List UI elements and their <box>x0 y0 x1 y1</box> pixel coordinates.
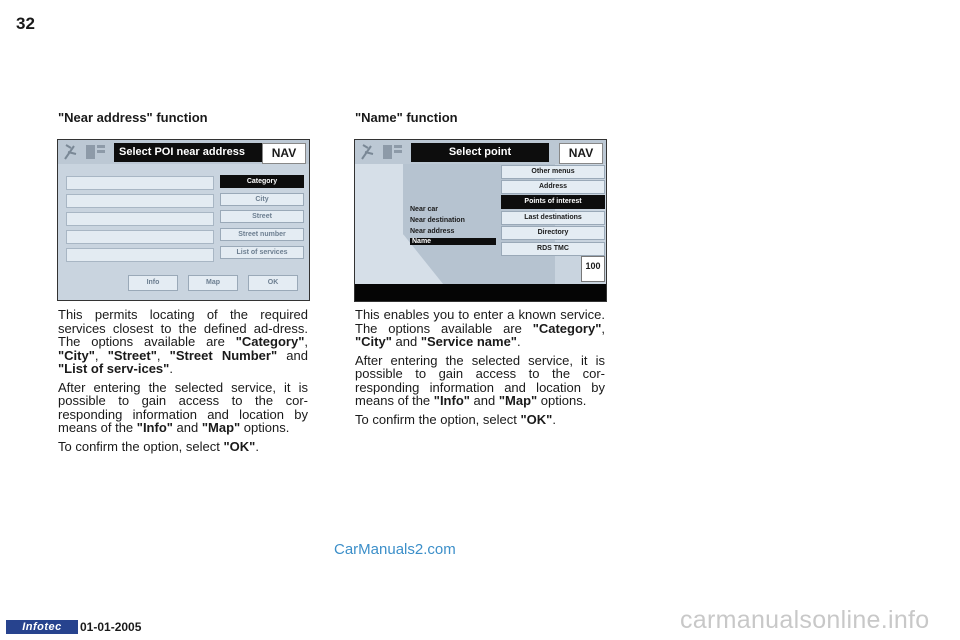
infotec-logo: Infotec <box>6 620 78 634</box>
map-button[interactable]: Map <box>188 275 238 291</box>
screen-title: Select point <box>411 143 549 162</box>
menu-last-destinations[interactable]: Last destinations <box>501 211 605 225</box>
watermark-link[interactable]: CarManuals2.com <box>334 541 456 558</box>
satellite-icon <box>359 142 405 162</box>
input-field[interactable] <box>66 194 214 208</box>
screen-bottom-bar <box>355 284 606 301</box>
info-button[interactable]: Info <box>128 275 178 291</box>
satellite-icon <box>62 142 108 162</box>
input-field[interactable] <box>66 176 214 190</box>
name-function-text <box>355 308 605 431</box>
nav-label: NAV <box>262 143 306 164</box>
name-function-heading: "Name" function <box>355 110 458 125</box>
option-street[interactable]: Street <box>220 210 304 223</box>
paragraph: This enables you to enter a known service. The options available are "Category", "City" and "Service name". <box>355 307 605 349</box>
page-number: 32 <box>16 14 35 33</box>
paragraph: After entering the selected service, it is possible to gain access to the cor-responding information and location by means of the "Info" and "Map" options. <box>58 379 308 435</box>
paragraph: To confirm the option, select "OK". <box>58 438 259 454</box>
input-field[interactable] <box>66 230 214 244</box>
paragraph: This permits locating of the required services closest to the defined ad-dress. The options available are "Category", "City", "Street", "Street Number" and "List of serv-ices". <box>58 307 309 376</box>
menu-directory[interactable]: Directory <box>501 226 605 240</box>
list-item-near-address[interactable]: Near address <box>410 228 455 235</box>
paragraph: To confirm the option, select "OK". <box>355 411 556 427</box>
option-city[interactable]: City <box>220 193 304 206</box>
zoom-value: 100 <box>585 261 601 271</box>
screen-title: Select POI near address <box>114 143 263 162</box>
near-address-screen <box>57 139 310 301</box>
name-function-screen <box>354 139 607 302</box>
zoom-scale[interactable] <box>581 256 605 282</box>
list-item-near-car[interactable]: Near car <box>410 206 439 213</box>
input-field[interactable] <box>66 212 214 226</box>
near-address-text <box>58 308 308 458</box>
nav-label: NAV <box>559 143 603 164</box>
option-category[interactable]: Category <box>220 175 304 188</box>
paragraph: After entering the selected service, it is possible to gain access to the cor-responding information and location by means of the "Info" and "Map" options. <box>355 352 605 408</box>
option-list-of-services[interactable]: List of services <box>220 246 304 259</box>
screen-top-bar <box>355 140 606 164</box>
menu-points-of-interest[interactable]: Points of interest <box>501 195 605 209</box>
list-item-name[interactable]: Name <box>410 238 496 245</box>
footer-date: 01-01-2005 <box>80 620 142 634</box>
menu-rds-tmc[interactable]: RDS TMC <box>501 242 605 256</box>
footer-site-watermark: carmanualsonline.info <box>680 606 930 634</box>
menu-address[interactable]: Address <box>501 180 605 194</box>
ok-button[interactable]: OK <box>248 275 298 291</box>
left-panel <box>355 164 404 284</box>
option-street-number[interactable]: Street number <box>220 228 304 241</box>
near-address-heading: "Near address" function <box>58 110 208 125</box>
screen-top-bar <box>58 140 309 164</box>
list-item-near-destination[interactable]: Near destination <box>410 217 465 224</box>
input-field[interactable] <box>66 248 214 262</box>
menu-other-menus[interactable]: Other menus <box>501 165 605 179</box>
